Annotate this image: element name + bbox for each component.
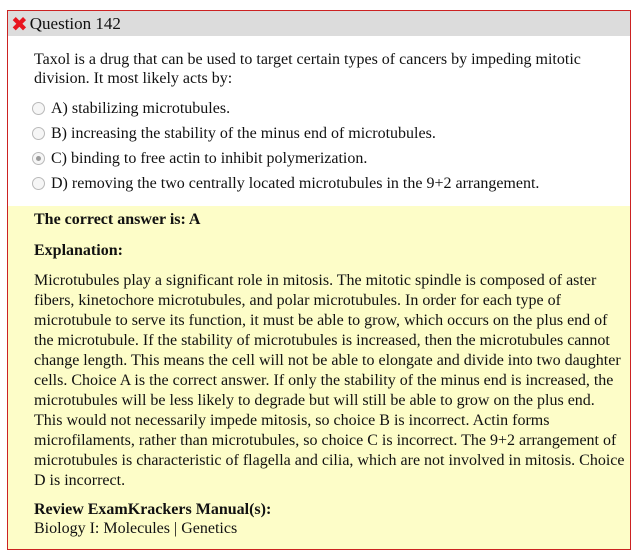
radio-button-a[interactable] xyxy=(32,102,45,115)
review-link-biology[interactable]: Biology I: Molecules xyxy=(34,520,170,537)
radio-button-c[interactable] xyxy=(32,152,45,165)
question-title: Question 142 xyxy=(29,13,121,33)
choice-a[interactable] xyxy=(32,96,630,121)
question-panel xyxy=(7,10,631,550)
answer-choices xyxy=(8,88,630,196)
link-separator: | xyxy=(169,520,182,537)
choice-d-label: D) removing the two centrally located microtubules in the 9+2 arrangement. xyxy=(51,174,540,192)
answer-explanation-box xyxy=(8,206,630,549)
review-link-genetics[interactable]: Genetics xyxy=(181,520,238,537)
radio-button-b[interactable] xyxy=(32,127,45,140)
choice-c[interactable] xyxy=(32,146,630,171)
radio-selected-dot xyxy=(36,156,41,161)
choice-b[interactable] xyxy=(32,121,630,146)
review-heading: Review ExamKrackers Manual(s): xyxy=(34,501,272,518)
question-prompt: Taxol is a drug that can be used to target certain types of cancers by impeding mitotic division. It most likely acts by: xyxy=(34,51,581,87)
radio-button-d[interactable] xyxy=(32,177,45,190)
explanation-heading: Explanation: xyxy=(34,242,123,259)
correct-answer-text: The correct answer is: A xyxy=(34,211,201,228)
explanation-body: Microtubules play a significant role in mitosis. The mitotic spindle is composed of aster fibers, kinetochore microtubules, and polar microtubules. In order for each type of microtubule to serve its function, it must be able to grow, which occurs on the plus end of the microtubule. If the stability of microtubules is increased, then the microtubules cannot change length. This means the cell will not be able to elongate and divide into two daughter cells. Choice A is the correct answer. If only the stability of the minus end is increased, the microtubules will be less likely to degrade but will still be able to grow on the plus end. This would not necessarily impede mitosis, so choice B is incorrect. Actin forms microfilaments, rather than microtubules, so choice C is incorrect. The 9+2 arrangement of microtubules is characteristic of flagella and cilia, which are not involved in mitosis. Choice D is incorrect. xyxy=(34,272,625,489)
choice-a-label: A) stabilizing microtubules. xyxy=(51,99,231,117)
review-links xyxy=(34,519,626,538)
choice-d[interactable] xyxy=(32,171,630,196)
choice-c-label: C) binding to free actin to inhibit polymerization. xyxy=(51,149,368,167)
x-mark-icon: ✖ xyxy=(11,11,28,36)
choice-b-label: B) increasing the stability of the minus end of microtubules. xyxy=(51,124,436,142)
question-header xyxy=(8,11,630,36)
